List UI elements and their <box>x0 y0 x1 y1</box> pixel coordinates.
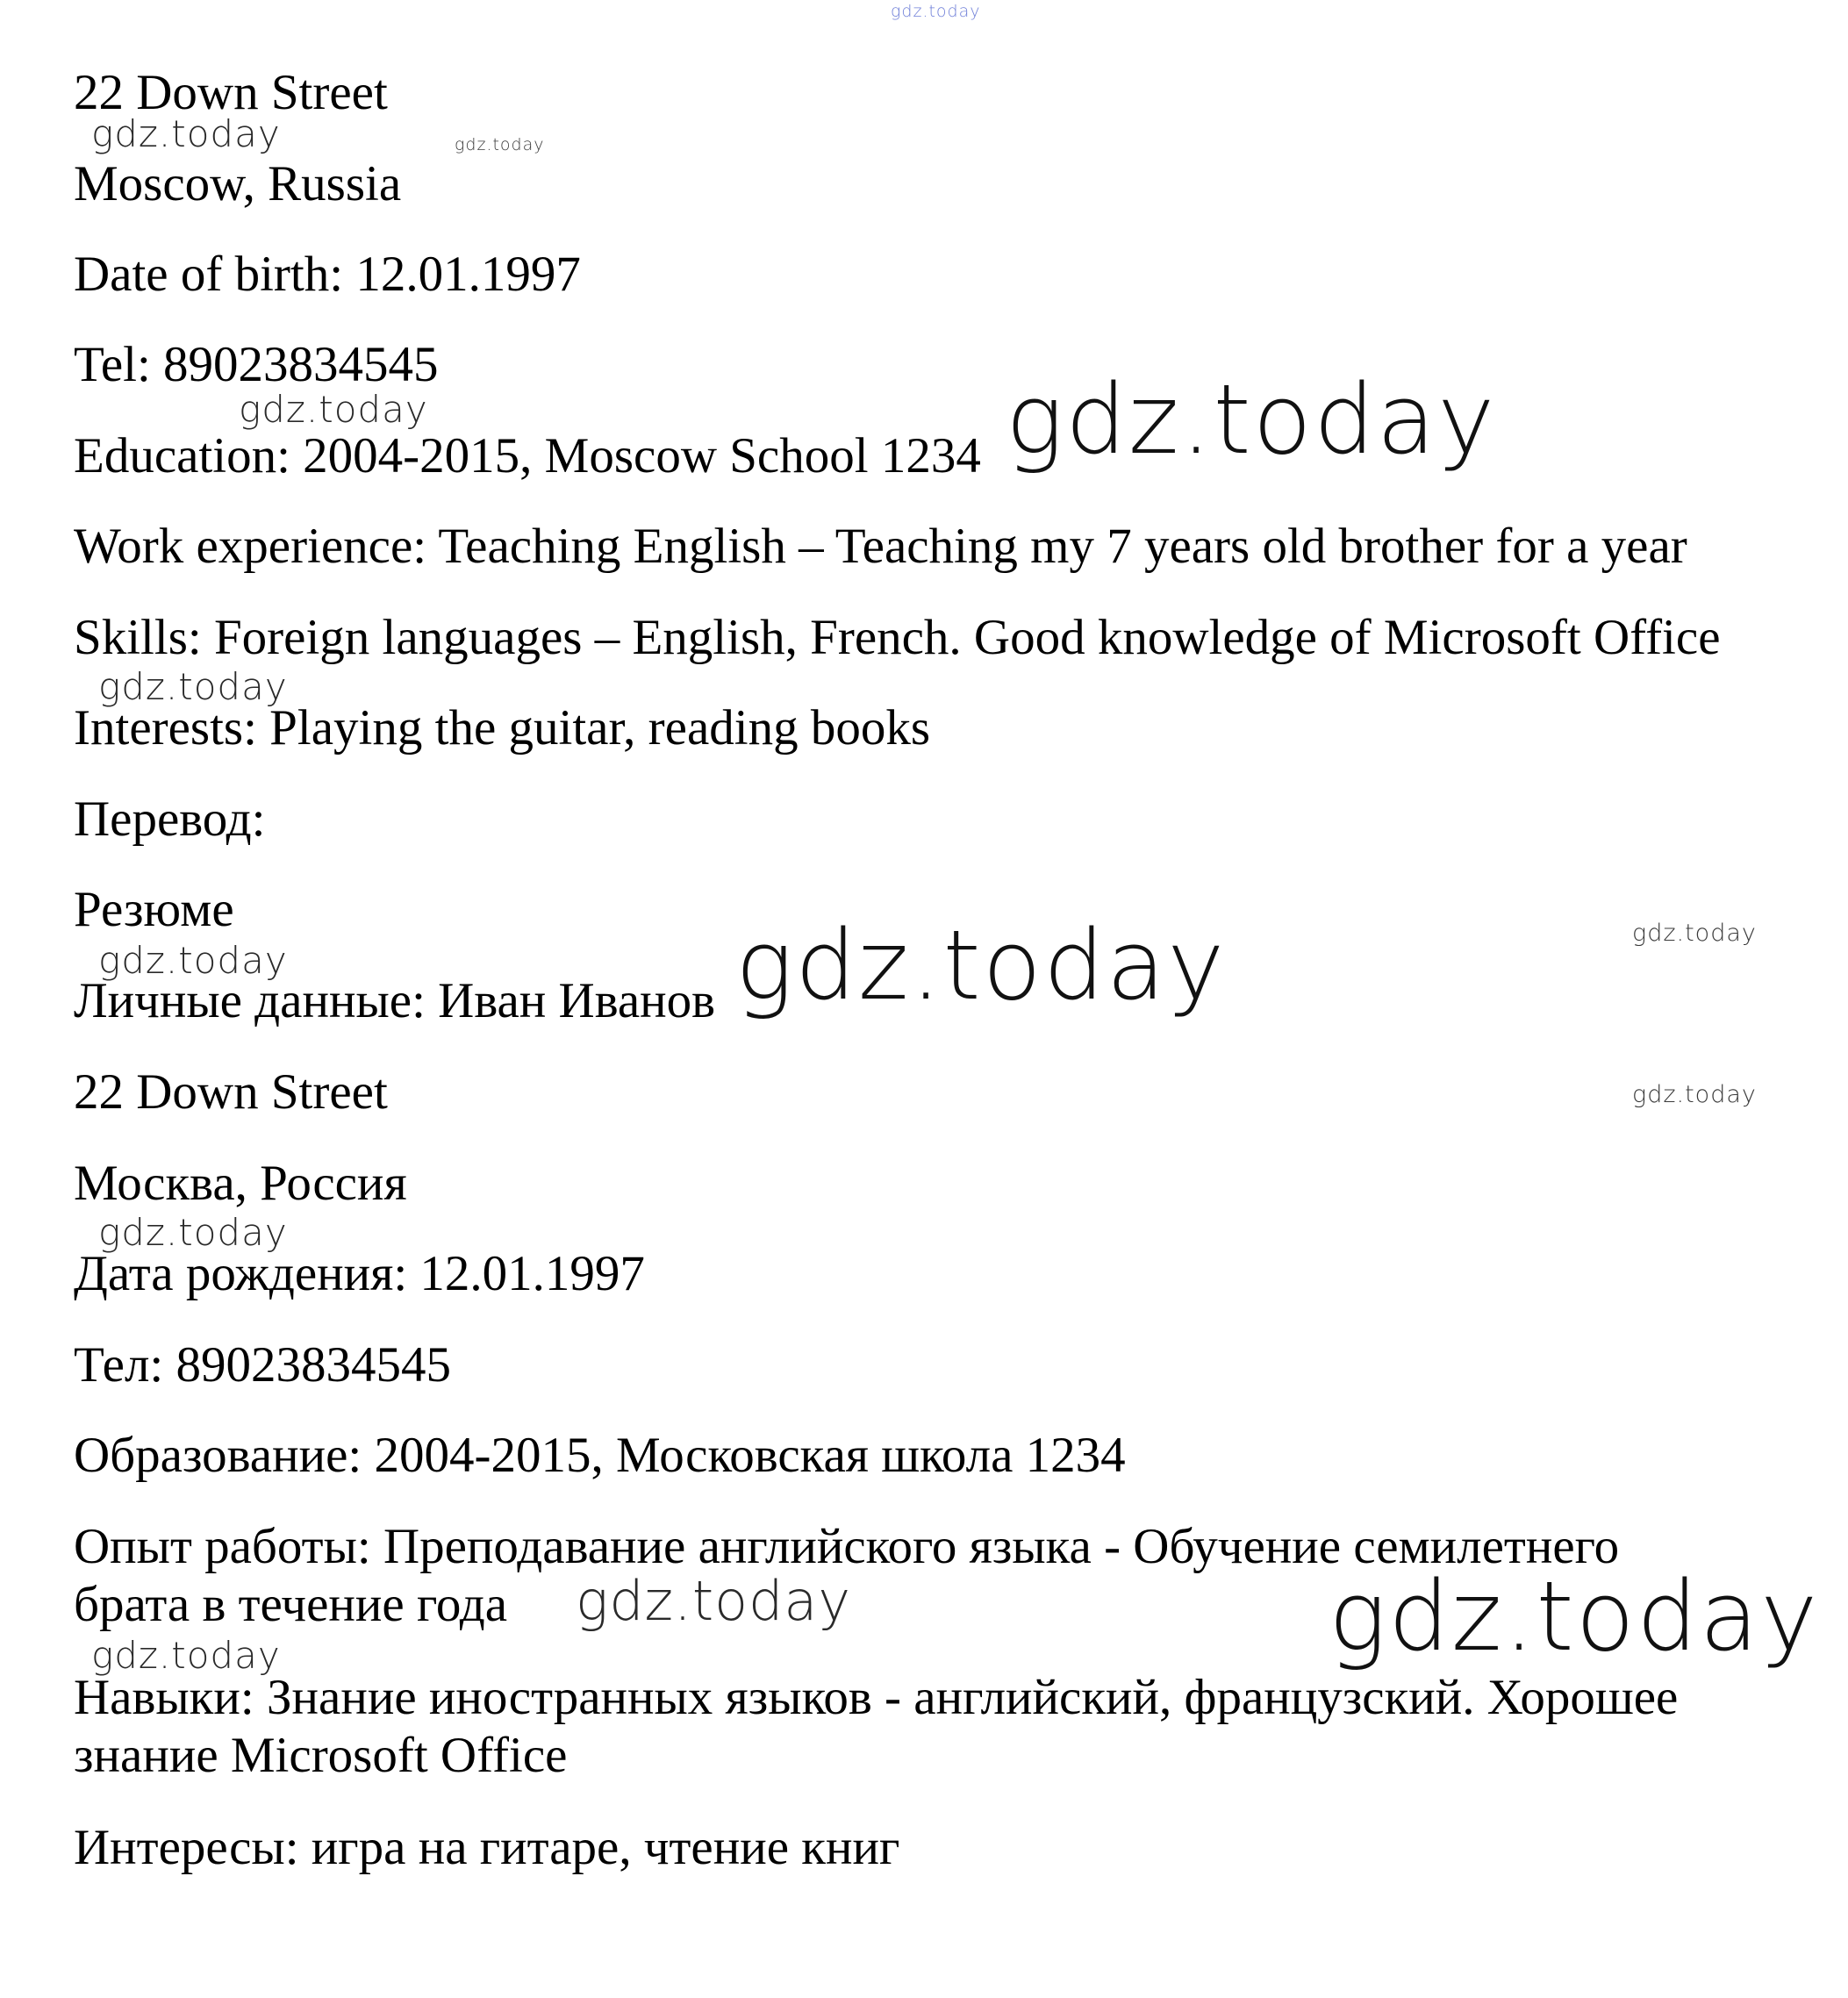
skills-ru-line2: знание Microsoft Office <box>74 1728 568 1783</box>
interests-ru: Интересы: игра на гитаре, чтение книг <box>74 1820 900 1875</box>
watermark: gdz.today <box>576 1569 852 1633</box>
address-city-ru: Москва, Россия <box>74 1156 407 1211</box>
address-street-ru: 22 Down Street <box>74 1064 388 1120</box>
date-of-birth-ru: Дата рождения: 12.01.1997 <box>74 1246 645 1301</box>
education: Education: 2004-2015, Moscow School 1234 <box>74 428 981 483</box>
watermark: gdz.today <box>1632 1081 1757 1108</box>
skills: Skills: Foreign languages – English, French. Good knowledge of Microsoft Office <box>74 610 1721 665</box>
top-watermark: gdz.today <box>891 2 981 21</box>
date-of-birth: Date of birth: 12.01.1997 <box>74 247 581 302</box>
watermark: gdz.today <box>98 939 288 982</box>
work-experience: Work experience: Teaching English – Teaching my 7 years old brother for a year <box>74 519 1687 574</box>
personal-data-ru: Личные данные: Иван Иванов <box>74 973 716 1028</box>
watermark: gdz.today <box>239 388 428 431</box>
watermark: gdz.today <box>455 135 545 154</box>
address-street: 22 Down Street <box>74 65 388 120</box>
watermark: gdz.today <box>735 909 1227 1021</box>
work-experience-ru-line2: брата в течение года <box>74 1577 508 1632</box>
watermark: gdz.today <box>91 112 281 155</box>
education-ru: Образование: 2004-2015, Московская школа 1234 <box>74 1428 1126 1483</box>
telephone-ru: Тел: 89023834545 <box>74 1337 451 1393</box>
work-experience-ru-line1: Опыт работы: Преподавание английского языка - Обучение семилетнего <box>74 1519 1620 1574</box>
resume-title-ru: Резюме <box>74 882 234 937</box>
watermark: gdz.today <box>91 1634 281 1677</box>
watermark: gdz.today <box>1632 920 1757 947</box>
watermark: gdz.today <box>98 665 288 708</box>
translation-heading: Перевод: <box>74 791 266 847</box>
watermark: gdz.today <box>98 1211 288 1254</box>
skills-ru-line1: Навыки: Знание иностранных языков - английский, французский. Хорошее <box>74 1670 1679 1725</box>
address-city: Moscow, Russia <box>74 156 402 211</box>
watermark: gdz.today <box>1006 363 1497 476</box>
telephone: Tel: 89023834545 <box>74 337 439 392</box>
watermark: gdz.today <box>1329 1560 1820 1672</box>
interests: Interests: Playing the guitar, reading books <box>74 700 931 756</box>
